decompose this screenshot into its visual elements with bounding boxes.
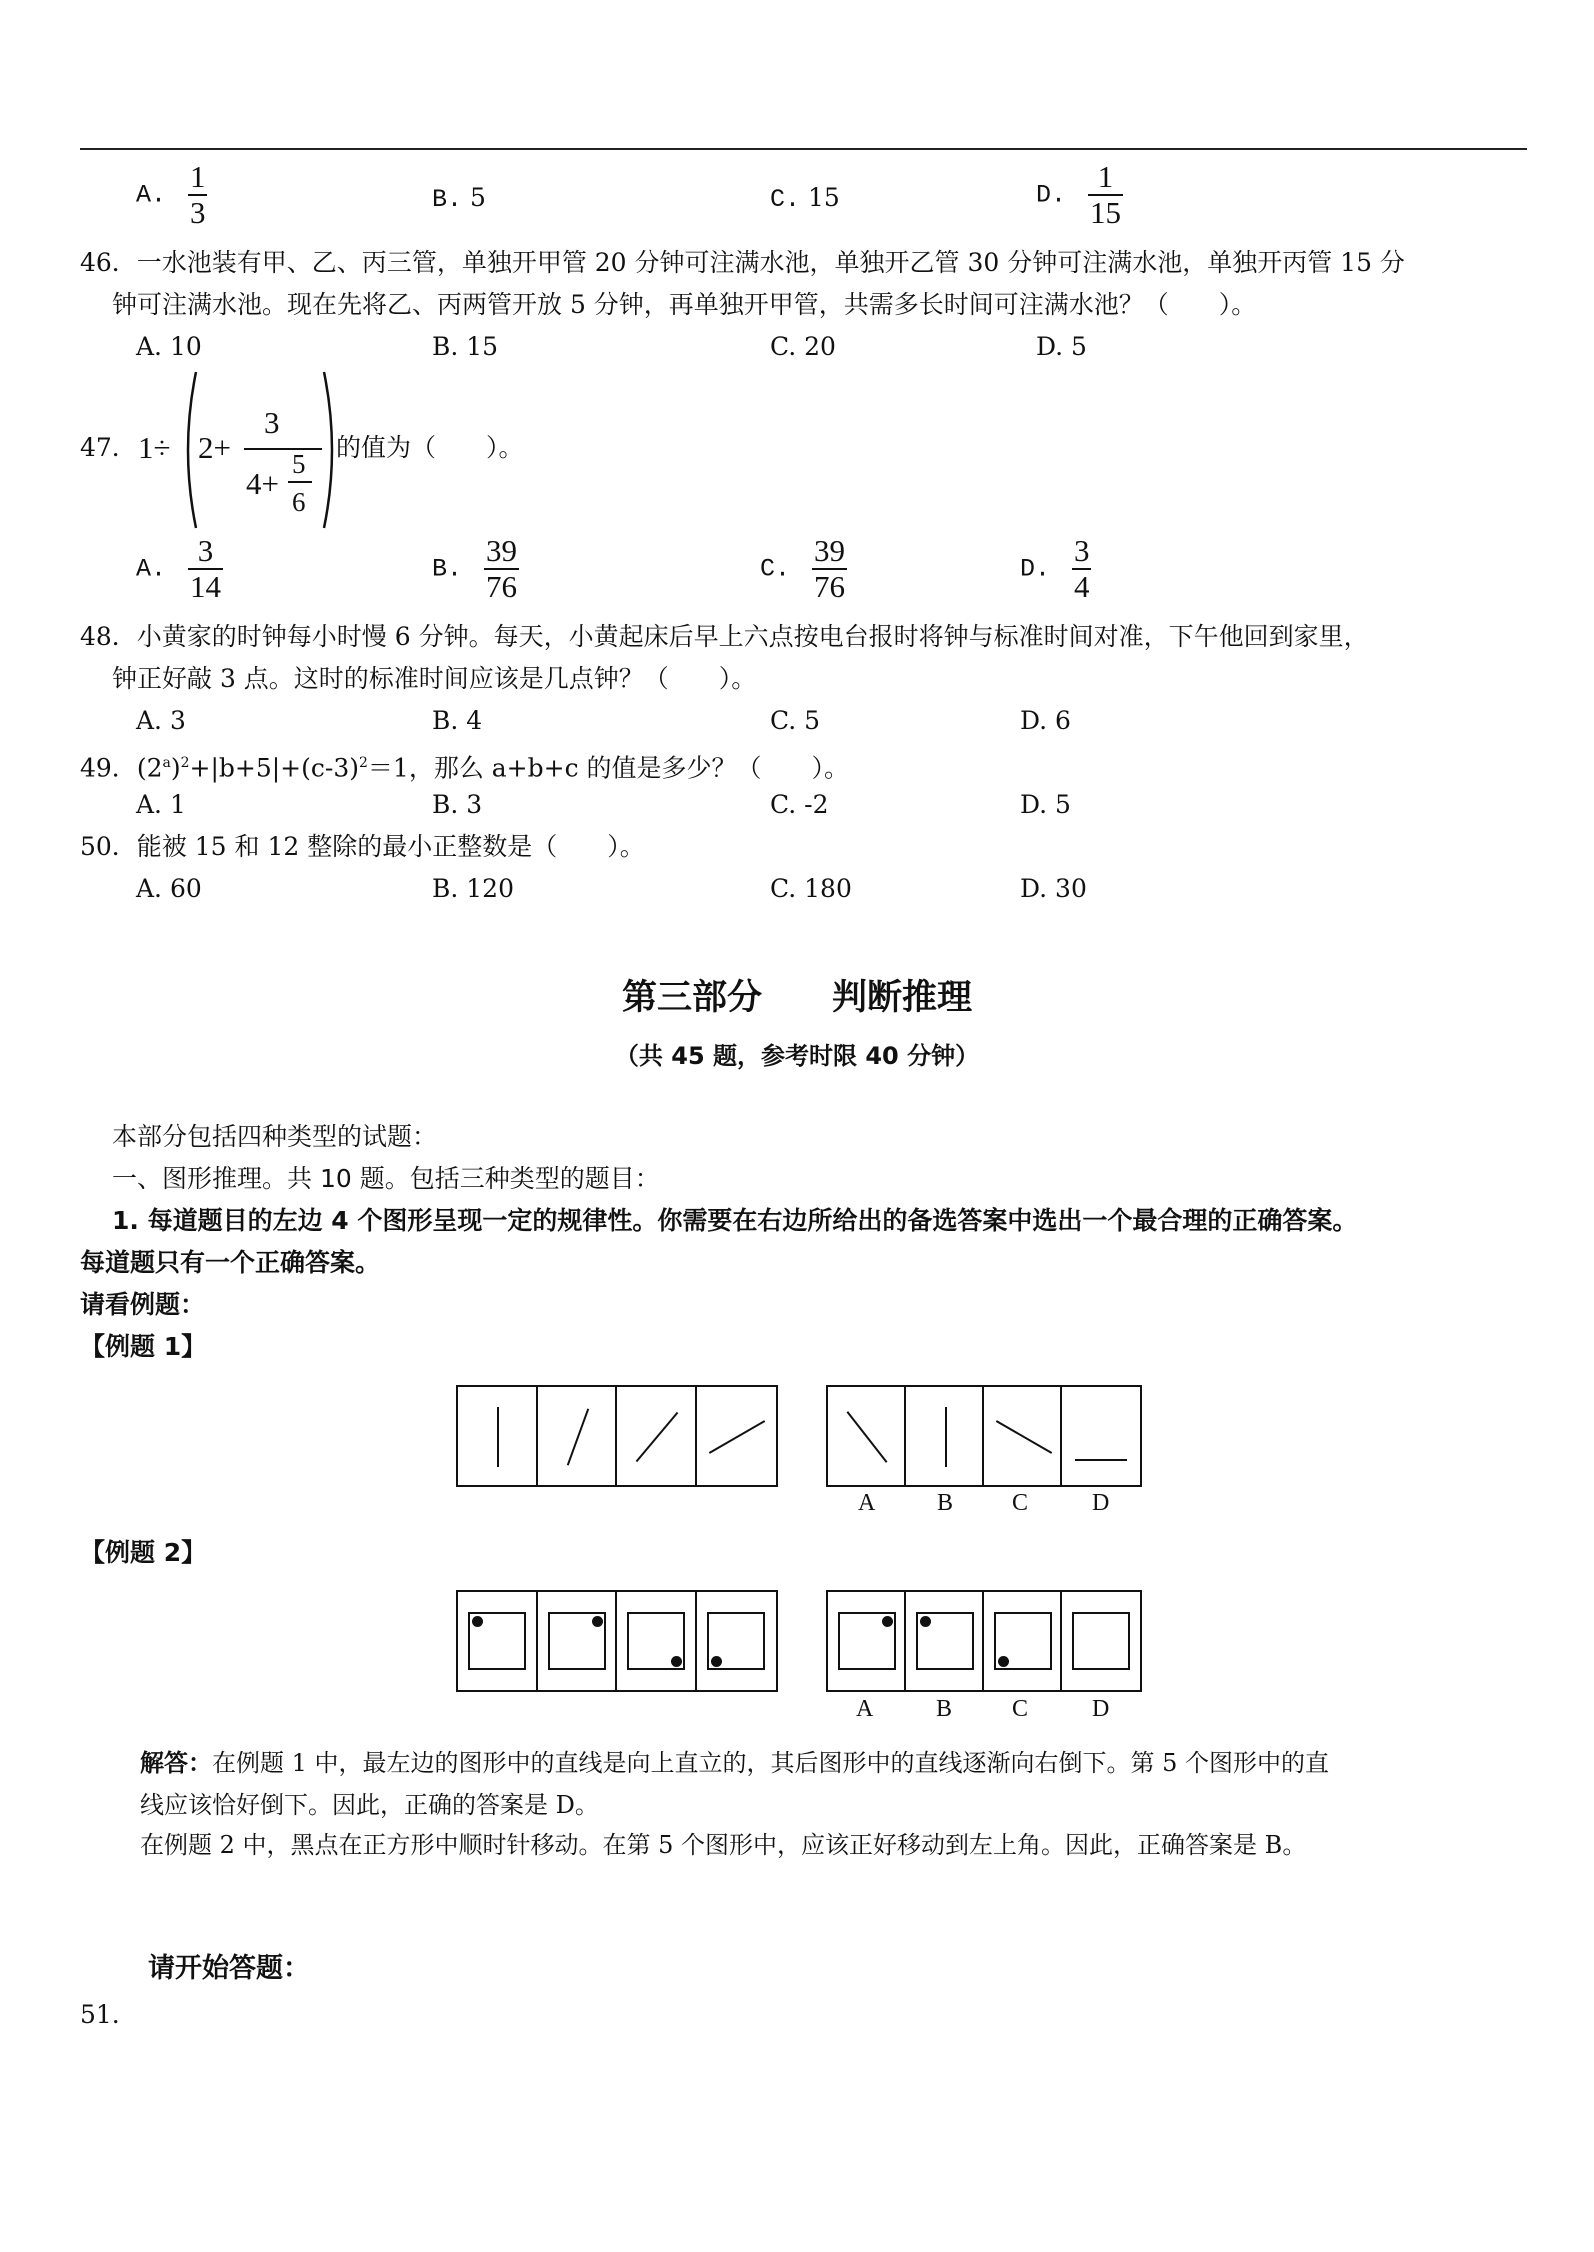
q47-option-a: A. $\frac{3}{14}$ [136,533,221,604]
q47-denominator-6: 6 [292,487,306,517]
example1-options-strip [826,1385,1142,1487]
intro-line5: 请看例题： [80,1290,206,1319]
q46-option-a: A. 10 [136,332,202,361]
q49-option-a: A. 1 [136,790,186,819]
q48-option-b: B. 4 [432,706,483,735]
q50-option-b: B. 120 [432,874,514,903]
intro-line1: 本部分包括四种类型的试题： [112,1122,438,1151]
example2-letter-a: A [856,1696,874,1722]
q45-option-a: A. $\frac{1}{3}$ [136,159,206,230]
q49-exp-2a: 2 [180,755,190,771]
example1-question-strip [456,1385,778,1487]
example2-figure-3 [617,1592,697,1690]
q48-line1: 48．小黄家的时钟每小时慢 6 分钟。每天，小黄起床后早上六点按电台报时将钟与标准时间对准，下午他回到家里， [80,622,1369,651]
example2-option-letters [826,1696,1142,1726]
q47-option-d: D. $\frac{3}{4}$ [1020,533,1090,604]
q46-line2: 钟可注满水池。现在先将乙、丙两管开放 5 分钟，再单独开甲管，共需多长时间可注满水池？（ ）。 [112,290,1257,319]
example2-label: 【例题 2】 [80,1538,207,1567]
answer-text-1: 在例题 1 中，最左边的图形中的直线是向上直立的，其后图形中的直线逐渐向右倒下。第 5 个图形中的直 [212,1749,1330,1777]
q47-four-plus: 4+ [246,466,279,501]
answer-line1 [140,1748,1329,1778]
q47-number: 47． [80,433,137,462]
q49-number: 49． [80,753,137,783]
example1-option-b-figure [906,1387,984,1485]
q50-option-c: C. 180 [770,874,852,903]
example1-letter-a: A [858,1490,876,1516]
q45-option-c: C. 15 [770,183,840,214]
section-subtitle: （共 45 题，参考时限 40 分钟） [614,1042,980,1070]
q50-line: 50．能被 15 和 12 整除的最小正整数是（ ）。 [80,832,645,861]
example2-option-b-figure [906,1592,984,1690]
example2-letter-c: C [1012,1696,1029,1722]
example1-option-c-figure [984,1387,1062,1485]
q46-option-d: D. 5 [1036,332,1087,361]
q45-option-d: D. $\frac{1}{15}$ [1036,159,1121,230]
example1-figure-2 [538,1387,618,1485]
q50-option-a: A. 60 [136,874,202,903]
answer-label: 解答： [140,1749,212,1777]
q47-option-c: C. $\frac{39}{76}$ [760,533,845,604]
q49-exp-a: a [162,755,171,771]
q47-numerator-5: 5 [292,449,306,479]
example2-letter-b: B [936,1696,953,1722]
q48-option-c: C. 5 [770,706,821,735]
q49-tail: ＝1，那么 a+b+c 的值是多少？（ ）。 [367,753,850,783]
q49-exp-2b: 2 [359,755,368,771]
q47-inner-fraction-bar [288,481,312,483]
question-51-number: 51. [80,2000,120,2029]
intro-line4: 每道题只有一个正确答案。 [80,1248,381,1277]
q49-option-c: C. -2 [770,790,829,819]
q48-option-a: A. 3 [136,706,186,735]
q49-close: ) [170,753,181,783]
q50-option-d: D. 30 [1020,874,1087,903]
q49-mid: +|b+5|+(c-3) [189,753,359,783]
example1-figure-1 [458,1387,538,1485]
q47-two-plus: 2+ [198,430,231,465]
example1-option-letters [826,1490,1142,1520]
intro-line2: 一、图形推理。共 10 题。包括三种类型的题目： [112,1164,660,1193]
q47-numerator-3: 3 [264,405,280,440]
q47-option-b: B. $\frac{39}{76}$ [432,533,517,604]
q49-option-d: D. 5 [1020,790,1071,819]
example1-label: 【例题 1】 [80,1332,207,1361]
example2-options-strip [826,1590,1142,1692]
example1-option-d-figure [1062,1387,1140,1485]
answer-line2: 线应该恰好倒下。因此，正确的答案是 D。 [140,1791,599,1819]
example1-letter-b: B [937,1490,954,1516]
q47-main-fraction-bar [244,448,322,450]
header-rule [80,148,1527,150]
example2-figure-1 [458,1592,538,1690]
example1-figure-3 [617,1387,697,1485]
example2-option-c-figure [984,1592,1062,1690]
start-label: 请开始答题： [148,1953,310,1984]
q46-option-b: B. 15 [432,332,499,361]
q49-line [80,748,849,783]
example2-figure-2 [538,1592,618,1690]
example1-figure-4 [697,1387,776,1485]
q47-suffix: 的值为（ ）。 [336,433,524,462]
example2-question-strip [456,1590,778,1692]
q47-prefix: 1÷ [138,430,171,465]
example2-option-d-figure [1062,1592,1140,1690]
example2-letter-d: D [1092,1696,1110,1722]
answer-line3: 在例题 2 中，黑点在正方形中顺时针移动。在第 5 个图形中，应该正好移动到左上角。因此，正确答案是 B。 [140,1831,1307,1859]
q49-option-b: B. 3 [432,790,483,819]
q45-option-b: B. 5 [432,183,486,214]
example2-figure-4 [697,1592,776,1690]
q46-option-c: C. 20 [770,332,836,361]
example1-letter-c: C [1012,1490,1029,1516]
example1-letter-d: D [1092,1490,1110,1516]
example2-option-a-figure [828,1592,906,1690]
q48-option-d: D. 6 [1020,706,1071,735]
section-title: 第三部分 判断推理 [621,978,972,1018]
q48-line2: 钟正好敲 3 点。这时的标准时间应该是几点钟？（ ）。 [112,664,757,693]
intro-line3: 1. 每道题目的左边 4 个图形呈现一定的规律性。你需要在右边所给出的备选答案中选出一个最合理的正确答案。 [112,1206,1358,1235]
q49-base: (2 [136,753,163,783]
example1-option-a-figure [828,1387,906,1485]
q46-line1: 46．一水池装有甲、乙、丙三管，单独开甲管 20 分钟可注满水池，单独开乙管 30 分钟可注满水池，单独开丙管 15 分 [80,248,1405,277]
